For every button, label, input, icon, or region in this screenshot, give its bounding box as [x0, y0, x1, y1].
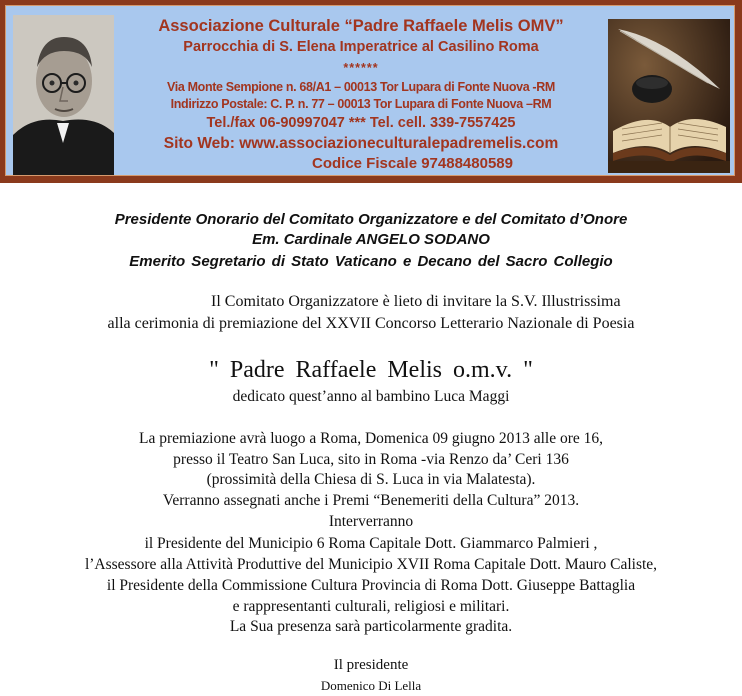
detail-line: il Presidente della Commissione Cultura Provincia di Roma Dott. Giuseppe Battaglia	[106, 577, 636, 594]
signature-name: Domenico Di Lella	[320, 678, 422, 693]
detail-line: e rappresentanti culturali, religiosi e militari.	[232, 598, 510, 615]
fiscal-code: Codice Fiscale 97488480589	[312, 155, 513, 172]
association-title: Associazione Culturale “Padre Raffaele Melis OMV”	[158, 17, 564, 35]
detail-line: Verranno assegnati anche i Premi “Benemeriti della Cultura” 2013.	[162, 492, 580, 509]
letterhead-panel	[5, 5, 735, 176]
detail-line: presso il Teatro San Luca, sito in Roma -via Renzo da’ Ceri 136	[173, 451, 569, 468]
priest-portrait-image	[13, 15, 114, 175]
detail-line: il Presidente del Municipio 6 Roma Capitale Dott. Giammarco Palmieri ,	[144, 535, 598, 552]
postal-address: Indirizzo Postale: C. P. n. 77 – 00013 Tor Lupara di Fonte Nuova –RM	[170, 97, 552, 111]
detail-line: La Sua presenza sarà particolarmente gradita.	[229, 618, 513, 635]
contest-dedication: dedicato quest’anno al bambino Luca Maggi	[232, 388, 510, 405]
decorative-stars: ******	[343, 61, 379, 75]
cardinal-role: Emerito Segretario di Stato Vaticano e Decano del Sacro Collegio	[129, 253, 613, 270]
contest-title: " Padre Raffaele Melis o.m.v. "	[209, 357, 533, 383]
phone-numbers: Tel./fax 06-90997047 *** Tel. cell. 339-7557425	[206, 115, 516, 131]
letterhead	[0, 0, 742, 183]
honorary-president-title: Presidente Onorario del Comitato Organizzatore e del Comitato d’Onore	[114, 211, 628, 228]
detail-line: Interverranno	[328, 513, 414, 530]
detail-line: (prossimità della Chiesa di S. Luca in via Malatesta).	[206, 471, 536, 488]
cardinal-name: Em. Cardinale ANGELO SODANO	[252, 231, 490, 248]
invitation-line-2: alla cerimonia di premiazione del XXVII Concorso Letterario Nazionale di Poesia	[107, 315, 635, 332]
parish-name: Parrocchia di S. Elena Imperatrice al Casilino Roma	[183, 39, 539, 55]
street-address: Via Monte Sempione n. 68/A1 – 00013 Tor Lupara di Fonte Nuova -RM	[167, 80, 555, 94]
signature-label: Il presidente	[333, 657, 409, 673]
invitation-line-1: Il Comitato Organizzatore è lieto di invitare la S.V. Illustrissima	[211, 293, 621, 310]
quill-and-book-image	[608, 19, 730, 173]
website: Sito Web: www.associazioneculturalepadremelis.com	[163, 135, 559, 152]
detail-line: La premiazione avrà luogo a Roma, Domenica 09 giugno 2013 alle ore 16,	[139, 430, 603, 447]
detail-line: l’Assessore alla Attività Produttive del Municipio XVII Roma Capitale Dott. Mauro Caliste,	[84, 556, 658, 573]
